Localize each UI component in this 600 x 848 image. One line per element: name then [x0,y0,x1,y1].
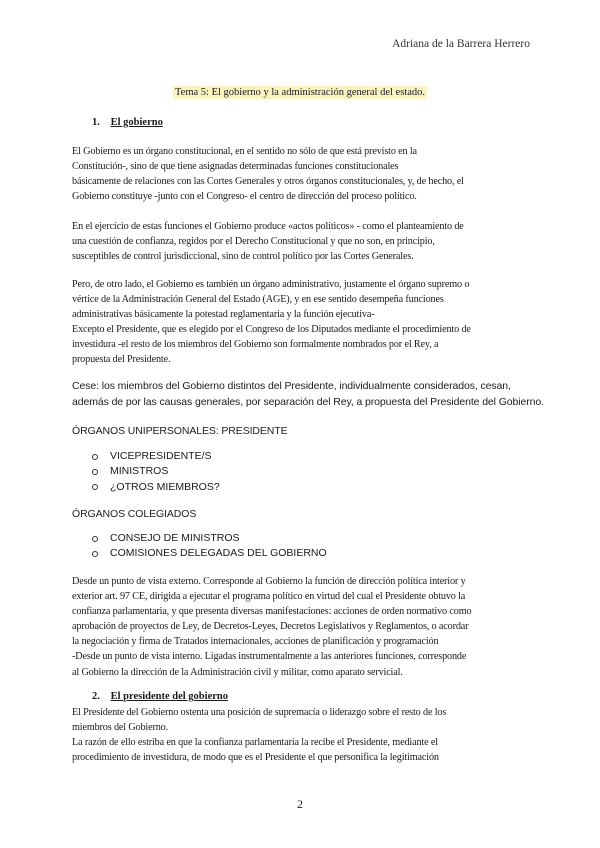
colegiados-heading: ÓRGANOS COLEGIADOS [72,508,197,520]
circle-bullet-icon [92,454,98,460]
text-line: propuesta del Presidente. [72,354,171,366]
section-1-paragraph-2 [72,219,534,264]
section-1-paragraph-4 [72,574,534,680]
text-line: aprobación de proyectos de Ley, de Decretos-Leyes, Decretos Legislativos y Reglamentos, o acordar [72,621,469,633]
unipersonales-heading: ÓRGANOS UNIPERSONALES: PRESIDENTE [72,425,288,437]
text-line: Constitución-, sino de que tiene asignadas determinadas funciones constitucionales [72,161,399,173]
list-item: ¿OTROS MIEMBROS? [92,480,220,495]
document-title-text: Tema 5: El gobierno y la administración general del estado. [174,87,426,98]
list-item: VICEPRESIDENTE/S [92,449,220,464]
text-line: al Gobierno la dirección de la Administración civil y militar, como aparato servicial. [72,666,403,678]
section-1-number: 1. [92,117,100,128]
text-line: exterior art. 97 CE, dirigida a ejecutar el programa político en virtud del cual el Presidente obtuvo la [72,591,466,603]
text-line: Pero, de otro lado, el Gobierno es también un órgano administrativo, justamente el órgano supremo o [72,279,470,290]
text-line: susceptibles de control jurisdiccional, sino de control político por las Cortes Generales. [72,251,414,263]
circle-bullet-icon [92,469,98,475]
section-1-paragraph-3 [72,277,534,368]
text-line: En el ejercicio de estas funciones el Gobierno produce «actos políticos» - como el planteamiento de [72,221,464,232]
text-line: La razón de ello estriba en que la confianza parlamentaria la recibe el Presidente, mediante el [72,737,438,749]
circle-bullet-icon [92,484,98,490]
section-2-heading [92,691,228,702]
circle-bullet-icon [92,551,98,557]
unipersonales-list [92,449,220,495]
text-line: confianza parlamentaria, y que presenta diversas manifestaciones: acciones de orden normativo como [72,606,472,618]
text-line: Excepto el Presidente, que es elegido por el Congreso de los Diputados mediante el procedimiento de [72,324,471,336]
section-2-title: El presidente del gobierno [110,691,228,702]
text-line: vértice de la Administración General del Estado (AGE), y en ese sentido desempeña funciones [72,294,444,306]
text-line: miembros del Gobierno. [72,722,169,734]
section-2-paragraph-1 [72,705,534,765]
text-line: procedimiento de investidura, de modo que es el Presidente el que personifica la legitimación [72,752,439,764]
document-title [0,87,600,98]
text-line: además de por las causas generales, por separación del Rey, a propuesta del Presidente del Gobierno. [72,395,544,408]
section-1-title: El gobierno [110,117,163,128]
text-line: administrativas básicamente la potestad reglamentaria y la función ejecutiva- [72,309,375,321]
list-item: CONSEJO DE MINISTROS [92,531,327,546]
text-line: la negociación y firma de Tratados internacionales, acciones de planificación y programación [72,636,439,648]
text-line: El Gobierno es un órgano constitucional, en el sentido no sólo de que está previsto en la [72,146,417,157]
text-line: investidura -el resto de los miembros del Gobierno son formalmente nombrados por el Rey, a [72,339,439,351]
list-item: COMISIONES DELEGADAS DEL GOBIERNO [92,546,327,561]
text-line: Cese: los miembros del Gobierno distintos del Presidente, individualmente considerados, cesan, [72,380,511,392]
text-line: El Presidente del Gobierno ostenta una posición de supremacía o liderazgo sobre el resto de los [72,707,447,718]
page-number: 2 [297,797,303,811]
list-item: MINISTROS [92,464,220,479]
text-line: Gobierno constituye -junto con el Congreso- el centro de dirección del proceso político. [72,191,417,203]
section-1-paragraph-1 [72,144,534,204]
cese-paragraph [72,379,544,410]
text-line: -Desde un punto de vista interno. Ligadas instrumentalmente a las anteriores funciones, corresponde [72,651,467,663]
colegiados-list [92,531,327,562]
circle-bullet-icon [92,536,98,542]
section-1-heading [92,117,163,128]
text-line: Desde un punto de vista externo. Corresponde al Gobierno la función de dirección política interior y [72,576,466,587]
section-2-number: 2. [92,691,100,702]
text-line: básicamente de relaciones con las Cortes Generales y otros órganos constitucionales, y, de hecho, el [72,176,464,188]
text-line: una cuestión de confianza, regidos por el Derecho Constitucional y que no son, en principio, [72,236,435,248]
header-author: Adriana de la Barrera Herrero [392,38,530,50]
